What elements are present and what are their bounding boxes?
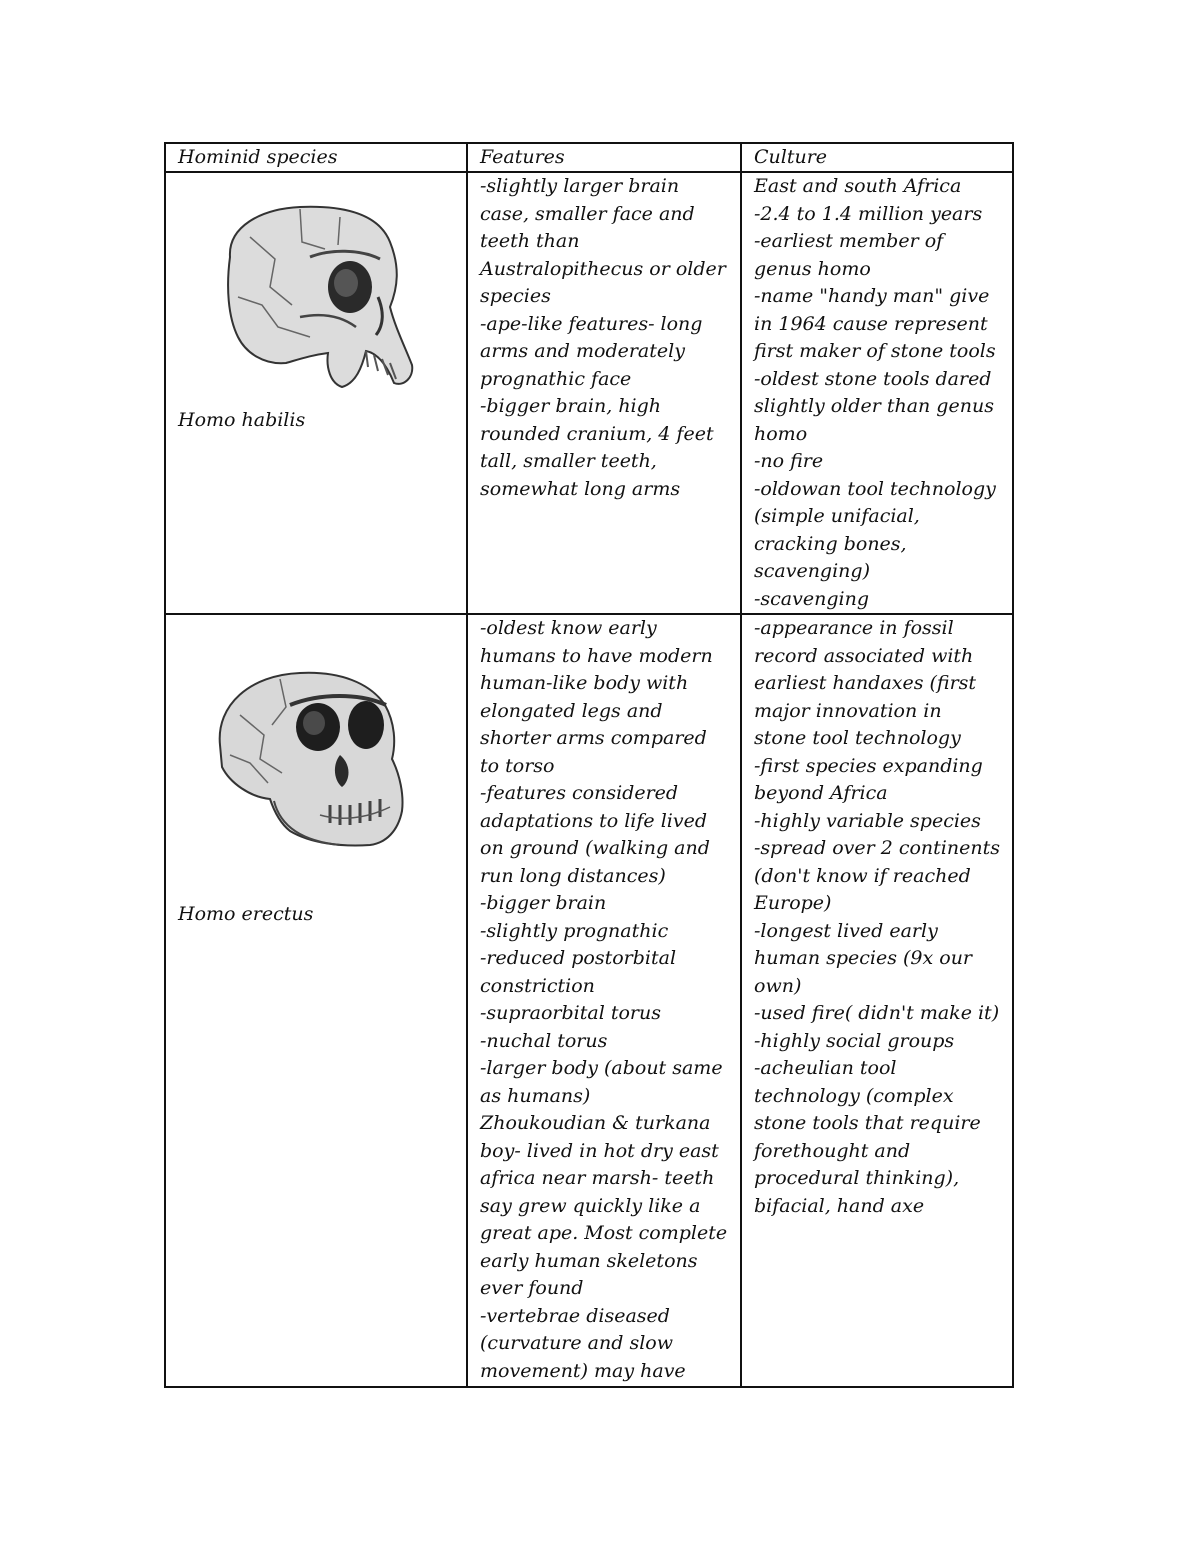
features-line: prognathic face bbox=[480, 367, 632, 390]
homo-habilis-skull-icon bbox=[190, 187, 430, 397]
features-line: humans to have modern bbox=[480, 644, 713, 667]
features-line: tall, smaller teeth, bbox=[480, 450, 657, 472]
culture-line: technology (complex bbox=[754, 1084, 954, 1107]
features-line: human-like body with bbox=[480, 672, 689, 694]
culture-cell-habilis bbox=[741, 172, 1013, 614]
features-line: -larger body (about same bbox=[480, 1057, 723, 1079]
features-line: -reduced postorbital bbox=[480, 947, 677, 969]
culture-line: -scavenging bbox=[754, 587, 869, 610]
features-line: Zhoukoudian & turkana bbox=[480, 1112, 711, 1134]
culture-line: stone tools that require bbox=[754, 1112, 981, 1134]
culture-line: slightly older than genus bbox=[754, 395, 994, 417]
features-line: constriction bbox=[480, 974, 595, 997]
culture-line: major innovation in bbox=[754, 699, 942, 722]
features-line: -nuchal torus bbox=[480, 1029, 608, 1052]
features-line: -supraorbital torus bbox=[480, 1002, 661, 1024]
culture-line: Europe) bbox=[754, 892, 832, 914]
culture-cell-erectus bbox=[741, 614, 1013, 1387]
species-name-homo-erectus: Homo erectus bbox=[178, 903, 314, 925]
species-cell-erectus bbox=[165, 614, 467, 1387]
features-line: ever found bbox=[480, 1277, 584, 1299]
culture-line: own) bbox=[754, 974, 802, 997]
features-line: teeth than bbox=[480, 230, 580, 252]
features-cell-habilis bbox=[467, 172, 741, 614]
culture-line: scavenging) bbox=[754, 560, 870, 582]
culture-line: -longest lived early bbox=[754, 919, 938, 942]
culture-line: genus homo bbox=[754, 257, 871, 280]
species-cell-habilis bbox=[165, 172, 467, 614]
header-culture: Culture bbox=[741, 143, 1013, 172]
features-line: say grew quickly like a bbox=[480, 1194, 701, 1217]
table-row bbox=[165, 172, 1013, 614]
features-line: rounded cranium, 4 feet bbox=[480, 422, 714, 445]
culture-line: -used fire( didn't make it) bbox=[754, 1002, 1000, 1024]
culture-line: first maker of stone tools bbox=[754, 340, 996, 362]
features-line: early human skeletons bbox=[480, 1249, 698, 1272]
features-line: movement) may have bbox=[480, 1359, 686, 1382]
culture-line: -oldowan tool technology bbox=[754, 477, 996, 500]
culture-line: -acheulian tool bbox=[754, 1057, 897, 1079]
features-line: Australopithecus or older bbox=[480, 257, 726, 280]
features-line: as humans) bbox=[480, 1084, 591, 1107]
features-line: -slightly larger brain bbox=[480, 175, 680, 197]
features-line: (curvature and slow bbox=[480, 1332, 673, 1354]
features-line: -features considered bbox=[480, 782, 679, 804]
features-line: -bigger brain bbox=[480, 892, 607, 914]
features-line: shorter arms compared bbox=[480, 727, 707, 749]
culture-line: -spread over 2 continents bbox=[754, 837, 1000, 859]
culture-line: stone tool technology bbox=[754, 727, 961, 749]
features-cell-erectus bbox=[467, 614, 741, 1387]
features-line: -bigger brain, high bbox=[480, 395, 662, 417]
features-line: to torso bbox=[480, 754, 555, 777]
features-line: -oldest know early bbox=[480, 617, 657, 639]
culture-line: in 1964 cause represent bbox=[754, 312, 988, 335]
culture-line: earliest handaxes (first bbox=[754, 672, 977, 694]
culture-line: (simple unifacial, bbox=[754, 505, 920, 527]
features-line: adaptations to life lived bbox=[480, 809, 707, 832]
features-list-erectus bbox=[480, 615, 740, 1385]
culture-line: cracking bones, bbox=[754, 532, 907, 555]
culture-list-habilis bbox=[754, 173, 1012, 613]
hominid-comparison-table bbox=[164, 142, 1014, 1388]
culture-line: -oldest stone tools dared bbox=[754, 367, 992, 390]
culture-line: forethought and bbox=[754, 1139, 911, 1162]
features-line: -vertebrae diseased bbox=[480, 1304, 670, 1327]
species-name-homo-habilis: Homo habilis bbox=[178, 409, 306, 431]
culture-line: -highly variable species bbox=[754, 809, 981, 832]
features-line: run long distances) bbox=[480, 864, 666, 887]
culture-line: -name "handy man" give bbox=[754, 285, 990, 307]
features-list-habilis bbox=[480, 173, 740, 503]
table-header-row bbox=[165, 143, 1013, 172]
culture-line: human species (9x our bbox=[754, 947, 973, 969]
table-row bbox=[165, 614, 1013, 1387]
features-line: species bbox=[480, 285, 551, 307]
header-features: Features bbox=[467, 143, 741, 172]
features-line: somewhat long arms bbox=[480, 477, 681, 500]
culture-line: -no fire bbox=[754, 450, 824, 472]
culture-line: East and south Africa bbox=[754, 175, 962, 197]
culture-list-erectus bbox=[754, 615, 1012, 1220]
homo-erectus-skull-icon bbox=[190, 655, 430, 855]
features-line: -slightly prognathic bbox=[480, 919, 669, 942]
features-line: boy- lived in hot dry east bbox=[480, 1139, 719, 1162]
features-line: on ground (walking and bbox=[480, 837, 710, 859]
culture-line: record associated with bbox=[754, 644, 974, 667]
culture-line: bifacial, hand axe bbox=[754, 1194, 925, 1217]
header-hominid-species: Hominid species bbox=[165, 143, 467, 172]
culture-line: procedural thinking), bbox=[754, 1167, 960, 1189]
culture-line: -first species expanding bbox=[754, 754, 983, 777]
culture-line: -2.4 to 1.4 million years bbox=[754, 202, 983, 225]
features-line: case, smaller face and bbox=[480, 202, 695, 225]
culture-line: (don't know if reached bbox=[754, 864, 971, 887]
culture-line: beyond Africa bbox=[754, 782, 888, 804]
culture-line: -highly social groups bbox=[754, 1029, 955, 1052]
culture-line: -earliest member of bbox=[754, 230, 944, 252]
culture-line: -appearance in fossil bbox=[754, 617, 954, 639]
features-line: -ape-like features- long bbox=[480, 312, 703, 335]
features-line: elongated legs and bbox=[480, 699, 663, 722]
culture-line: homo bbox=[754, 422, 808, 445]
features-line: africa near marsh- teeth bbox=[480, 1167, 715, 1189]
features-line: great ape. Most complete bbox=[480, 1222, 728, 1244]
features-line: arms and moderately bbox=[480, 340, 685, 362]
